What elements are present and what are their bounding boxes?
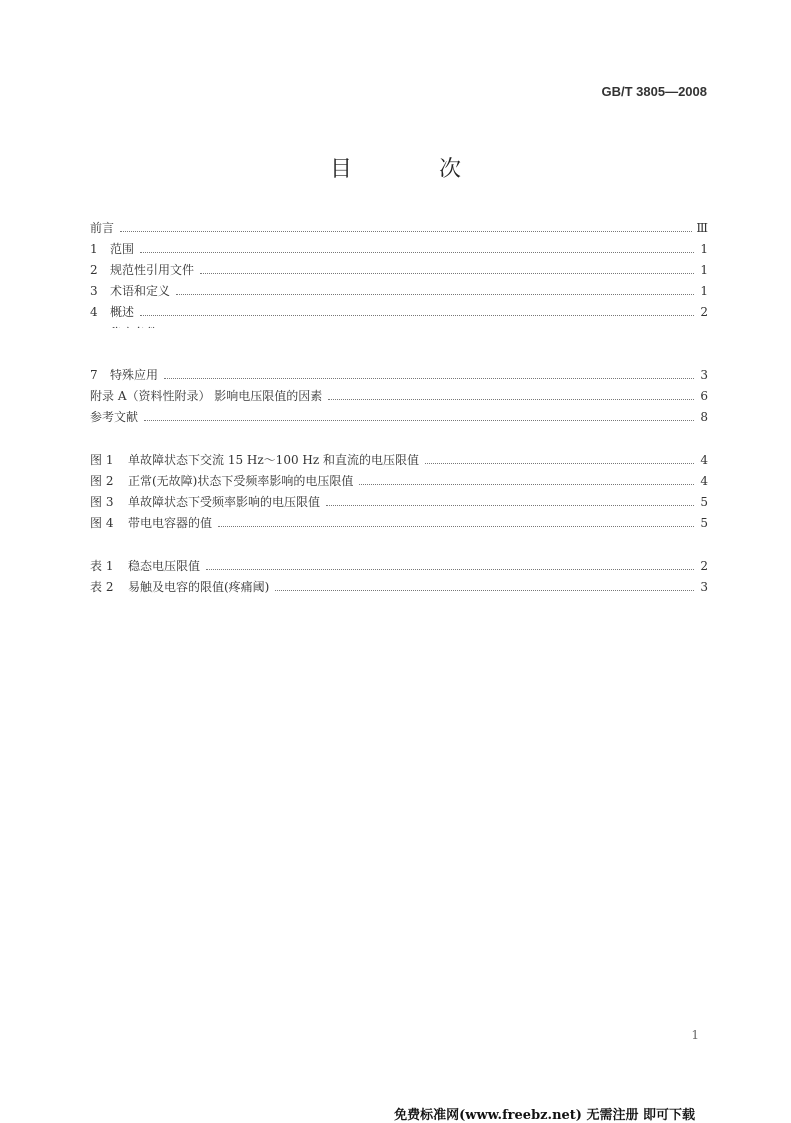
toc-page: 5 — [700, 516, 708, 530]
leader-dots — [144, 420, 694, 421]
leader-dots — [326, 505, 694, 506]
table-entry-1[interactable] — [90, 558, 708, 574]
toc-label: 附录 A（资料性附录） 影响电压限值的因素 — [90, 389, 323, 403]
toc-entry-foreword[interactable] — [90, 220, 708, 236]
toc-page: 2 — [700, 559, 708, 573]
figure-entry-2[interactable] — [90, 473, 708, 489]
toc-label: 图 1 单故障状态下交流 15 Hz～100 Hz 和直流的电压限值 — [90, 453, 420, 467]
toc-entry-terms[interactable] — [90, 283, 708, 299]
toc-entry-bibliography[interactable] — [90, 409, 708, 425]
page-number: 1 — [691, 1028, 699, 1042]
toc-page: 8 — [700, 410, 708, 424]
toc-page: 5 — [700, 495, 708, 509]
toc-label: 图 2 正常(无故障)状态下受频率影响的电压限值 — [90, 474, 354, 488]
toc-label: 表 2 易触及电容的限值(疼痛阈) — [90, 580, 270, 594]
toc-label: 参考文献 — [90, 410, 139, 424]
toc-page: 4 — [700, 474, 708, 488]
figure-entry-3[interactable] — [90, 494, 708, 510]
toc-page: 1 — [700, 284, 708, 298]
leader-dots — [120, 231, 692, 232]
leader-dots — [359, 484, 694, 485]
toc-label: 图 3 单故障状态下受频率影响的电压限值 — [90, 495, 321, 509]
toc-page: 2 — [700, 305, 708, 319]
standard-number: GB/T 3805—2008 — [601, 84, 707, 99]
toc-label: 表 1 稳态电压限值 — [90, 559, 201, 573]
toc-entry-overview[interactable] — [90, 304, 708, 320]
leader-dots — [425, 463, 694, 464]
leader-dots — [164, 378, 694, 379]
toc-page: Ⅲ — [696, 221, 708, 235]
toc-entry-annex-a[interactable] — [90, 388, 708, 404]
download-footer[interactable]: 免费标准网(www.freebz.net) 无需注册 即可下载 — [394, 1108, 695, 1123]
toc-entry-scope[interactable] — [90, 241, 708, 257]
toc-label: 前言 — [90, 221, 115, 235]
leader-dots — [206, 569, 694, 570]
toc-label: 1 范围 — [90, 242, 135, 256]
toc-label: 4 概述 — [90, 305, 135, 319]
page-title: 目 次 — [330, 157, 501, 182]
figure-entry-4[interactable] — [90, 515, 708, 531]
toc-entry-normative-references[interactable] — [90, 262, 708, 278]
scan-crop-gap — [0, 328, 791, 364]
table-entry-2[interactable] — [90, 579, 708, 595]
toc-entry-special-applications[interactable] — [90, 367, 708, 383]
toc-page: 3 — [700, 368, 708, 382]
toc-page: 3 — [700, 580, 708, 594]
toc-page: 1 — [700, 242, 708, 256]
toc-page: 1 — [700, 263, 708, 277]
toc-page: 6 — [700, 389, 708, 403]
leader-dots — [140, 252, 694, 253]
leader-dots — [176, 294, 694, 295]
leader-dots — [140, 315, 694, 316]
toc-label: 3 术语和定义 — [90, 284, 171, 298]
toc-label: 图 4 带电电容器的值 — [90, 516, 213, 530]
toc-page: 4 — [700, 453, 708, 467]
leader-dots — [200, 273, 694, 274]
toc-label: 7 特殊应用 — [90, 368, 159, 382]
toc-label: 2 规范性引用文件 — [90, 263, 195, 277]
leader-dots — [218, 526, 694, 527]
leader-dots — [328, 399, 694, 400]
leader-dots — [275, 590, 694, 591]
figure-entry-1[interactable] — [90, 452, 708, 468]
